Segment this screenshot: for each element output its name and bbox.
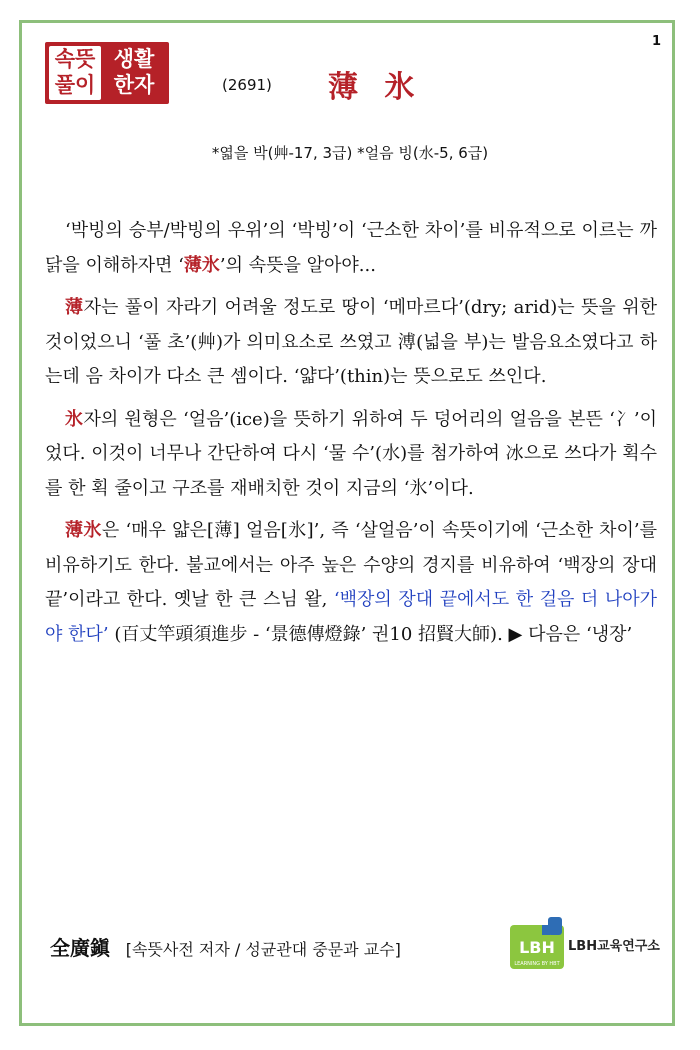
paragraph-2-text: 자는 풀이 자라기 어려울 정도로 땅이 ‘메마르다’(dry; arid)는 뜻을 위한 것이었으니 ‘풀 초’(艸)가 의미요소로 쓰였고 溥(넓을 부)는 발음요소였다고 하는데 음 차이가 다소 큰 셈이다. ‘얇다’(thin)는 뜻으로도 쓰인다. [45,297,657,387]
highlight-bakbing: 薄氷 [183,254,220,276]
lbh-logo-icon [508,915,566,973]
lbh-logo-small: LEARNING BY HBT [514,961,560,967]
institute-label: LBH교육연구소 [568,939,660,954]
page-number: 1 [652,34,662,49]
paragraph-3 [45,403,657,507]
highlight-bing: 氷 [65,408,84,430]
highlight-bakbing-2: 薄氷 [65,520,102,541]
author-name: 全廣鎭 [50,936,110,960]
paragraph-4-text-a: 은 ‘매우 얇은[薄] 얼음[氷]’, 즉 ‘살얼음’이 속뜻이기에 ‘근소한 차이’를 비유하기도 한다. 불교에서는 아주 높은 수양의 경지를 비유하여 ‘백장의 장대 끝’이라고 한다. 옛날 한 큰 스님 왈, [45,520,658,610]
quote-highlight: ‘백장의 장대 끝에서도 한 걸음 더 나아가야 한다’ [45,589,657,645]
paragraph-3-text: 자의 원형은 ‘얼음’(ice)을 뜻하기 위하여 두 덩어리의 얼음을 본뜬 ‘冫’이었다. 이것이 너무나 간단하여 다시 ‘물 수’(水)를 첨가하여 冰으로 쓰다가 획수를 한 획 줄이고 구조를 재배치한 것이 지금의 ‘氷’이다. [45,408,657,499]
author-line [50,932,401,961]
entry-number: (2691) [222,76,272,94]
paragraph-1-text-a: ‘박빙의 승부/박빙의 우위’의 ‘박빙’이 ‘근소한 차이’를 비유적으로 이르는 까닭을 이해하자면 ‘ [45,220,657,276]
logo-left-block [49,46,101,100]
highlight-bak: 薄 [65,297,84,318]
logo-text-sokttut: 속뜻 [54,47,96,71]
paragraph-4 [45,514,657,652]
paragraph-4-text-b: (百丈竿頭須進步 - ‘景德傳燈錄’ 권10 招賢大師). ▶ 다음은 ‘냉장’ [108,623,633,645]
institute-badge [508,915,658,973]
logo-text-saenghwal: 생활 [113,47,155,71]
series-logo [45,42,169,104]
lbh-logo-text: LBH [519,938,555,957]
paragraph-1 [45,214,657,283]
logo-right-block [103,46,165,100]
character-info: *엷을 박(艸-17, 3급) *얼음 빙(水-5, 6급) [211,144,489,162]
logo-text-hanja: 한자 [113,73,155,97]
paragraph-2 [45,291,657,395]
page-title: 薄 氷 [328,70,423,105]
author-role: [속뜻사전 저자 / 성균관대 중문과 교수] [125,940,401,959]
logo-text-puri: 풀이 [54,73,96,97]
article-body [45,214,657,660]
paragraph-1-text-b: ’의 속뜻을 알아야... [219,254,376,276]
